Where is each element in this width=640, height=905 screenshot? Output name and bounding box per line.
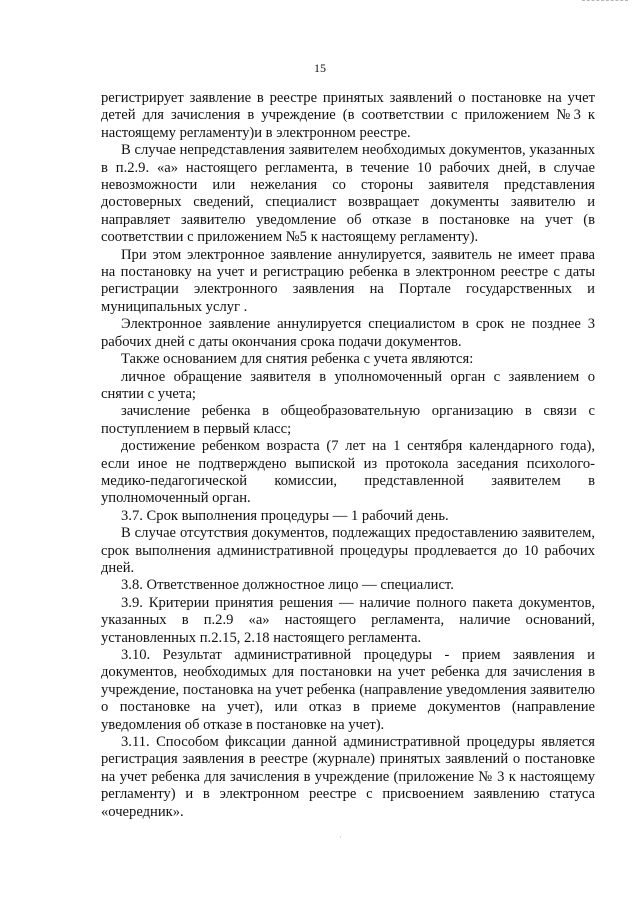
scan-dot: · bbox=[339, 833, 342, 842]
paragraph: В случае отсутствия документов, подлежащих предоставлению заявителем, срок выполнения административной процедуры продлевается до 10 рабочих дней. bbox=[101, 525, 595, 576]
paragraph: При этом электронное заявление аннулируется, заявитель не имеет права на постановку на учет и регистрацию ребенка в электронном реестре с даты регистрации электронного заявления на Портале государственных и муниципальных услуг . bbox=[101, 246, 595, 315]
paragraph: достижение ребенком возраста (7 лет на 1 сентября календарного года), если иное не подтверждено выпиской из протокола заседания психолого-медико-педагогической комиссии, представленной заявителем в уполномоченный орган. bbox=[101, 438, 595, 507]
paragraph: зачисление ребенка в общеобразовательную организацию в связи с поступлением в первый класс; bbox=[101, 403, 595, 437]
paragraph: 3.7. Срок выполнения процедуры — 1 рабочий день. bbox=[121, 507, 449, 524]
page-number: 15 bbox=[314, 61, 326, 75]
paragraph: личное обращение заявителя в уполномоченный орган с заявлением о снятии с учета; bbox=[101, 368, 595, 402]
paragraph: Также основанием для снятия ребенка с учета являются: bbox=[121, 351, 474, 368]
paragraph: Электронное заявление аннулируется специалистом в срок не позднее 3 рабочих дней с даты окончания срока подачи документов. bbox=[101, 316, 595, 350]
paragraph: 3.10. Результат административной процедуры - прием заявления и документов, необходимых для постановки на учет ребенка для зачисления в учреждение, постановка на учет ребенка (направление уведомления заявителю о постановке на учет), или отказ в приеме документов (направление уведомления об отказе в постановке на учет). bbox=[101, 647, 595, 733]
scan-artifact bbox=[582, 0, 628, 6]
paragraph: В случае непредставления заявителем необходимых документов, указанных в п.2.9. «а» настоящего регламента, в течение 10 рабочих дней, в случае невозможности или нежелания со стороны заявителя представления достоверных сведений, специалист возвращает документы заявителю и направляет заявителю уведомление об отказе в постановке на учет (в соответствии с приложением №5 к настоящему регламенту). bbox=[101, 142, 595, 246]
document-body bbox=[101, 90, 595, 821]
paragraph: регистрирует заявление в реестре принятых заявлений о постановке на учет детей для зачисления в учреждение (в соответствии с приложением №3 к настоящему регламенту)и в электронном реестре. bbox=[101, 90, 595, 141]
paragraph: 3.9. Критерии принятия решения — наличие полного пакета документов, указанных в п.2.9 «а» настоящего регламента, наличие оснований, установленных п.2.15, 2.18 настоящего регламента. bbox=[101, 594, 595, 646]
paragraph: 3.8. Ответственное должностное лицо — специалист. bbox=[121, 577, 454, 594]
paragraph: 3.11. Способом фиксации данной административной процедуры является регистрация заявления в реестре (журнале) принятых заявлений о постановке на учет ребенка для зачисления в учреждение (приложение № 3 к настоящему регламенту) и в электронном реестре с присвоением заявлению статуса «очередник». bbox=[101, 734, 595, 820]
